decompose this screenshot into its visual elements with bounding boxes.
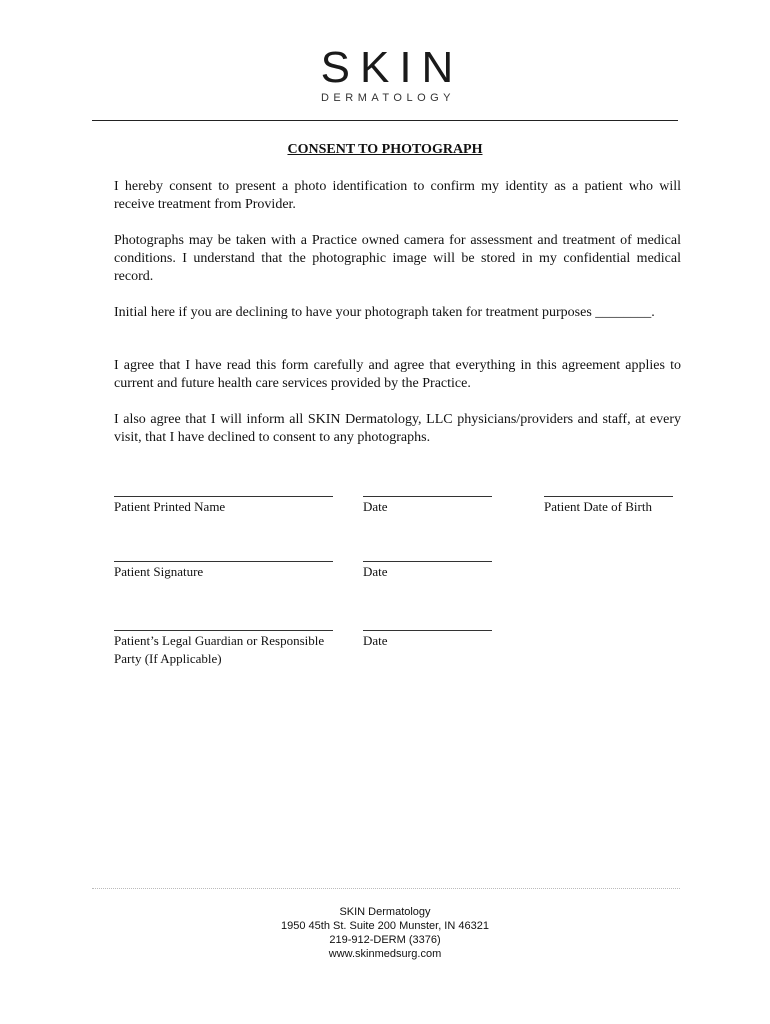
logo-subtitle: DERMATOLOGY	[320, 92, 456, 104]
paragraph-photographs-stored: Photographs may be taken with a Practice owned camera for assessment and treatment of medical conditions. I understand that the photographic image will be stored in my confidential medical record.	[114, 233, 681, 284]
paragraph-inform-staff: I also agree that I will inform all SKIN Dermatology, LLC physicians/providers and staff, at every visit, that I have declined to consent to any photographs.	[114, 412, 681, 445]
patient-dob-label: Patient Date of Birth	[544, 499, 652, 514]
date-line-3[interactable]	[363, 630, 492, 631]
guardian-label-line2: Party (If Applicable)	[114, 651, 222, 666]
date-label-1: Date	[363, 499, 388, 514]
paragraph-initial-decline: Initial here if you are declining to have your photograph taken for treatment purposes ________.	[114, 305, 655, 320]
footer-company-name: SKIN Dermatology	[339, 906, 431, 918]
date-label-2: Date	[363, 564, 388, 579]
guardian-label-line1: Patient’s Legal Guardian or Responsible	[114, 633, 325, 648]
date-label-3: Date	[363, 633, 388, 648]
guardian-signature-line[interactable]	[114, 630, 333, 631]
date-line-1[interactable]	[363, 496, 492, 497]
footer-phone: 219-912-DERM (3376)	[329, 934, 441, 946]
document-title: CONSENT TO PHOTOGRAPH	[287, 142, 483, 157]
patient-printed-name-label: Patient Printed Name	[114, 499, 226, 514]
header-divider	[92, 120, 678, 121]
patient-signature-label: Patient Signature	[114, 564, 204, 579]
footer-address: 1950 45th St. Suite 200 Munster, IN 46321	[281, 920, 489, 932]
footer	[0, 905, 770, 961]
paragraph-agreement: I agree that I have read this form carefully and agree that everything in this agreement applies to current and future health care services provided by the Practice.	[114, 358, 681, 391]
footer-website[interactable]: www.skinmedsurg.com	[328, 948, 442, 960]
patient-signature-line[interactable]	[114, 561, 333, 562]
patient-printed-name-line[interactable]	[114, 496, 333, 497]
paragraph-photo-id: I hereby consent to present a photo identification to confirm my identity as a patient who will receive treatment from Provider.	[114, 179, 681, 212]
company-logo	[0, 44, 770, 104]
footer-divider	[92, 888, 680, 889]
date-line-2[interactable]	[363, 561, 492, 562]
logo-wordmark: SKIN	[320, 43, 464, 92]
patient-dob-line[interactable]	[544, 496, 673, 497]
